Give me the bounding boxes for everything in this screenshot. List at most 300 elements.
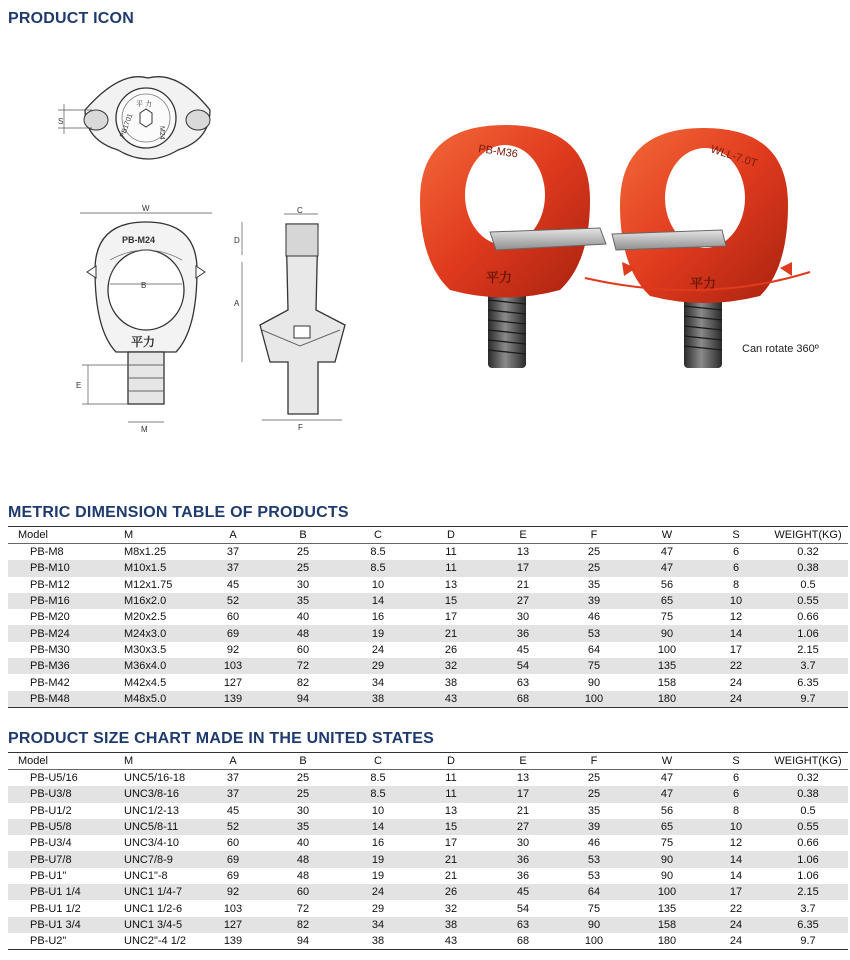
table-cell: 39 [558,819,630,835]
table-cell: 8.5 [342,560,414,576]
table-row [8,560,848,576]
technical-drawings [0,40,850,470]
table-cell: 68 [488,933,558,950]
table-cell: 17 [414,835,488,851]
table-cell: 47 [630,786,704,802]
top-view-drawing [58,77,210,159]
table-cell: 32 [414,900,488,916]
us-header-e: E [488,753,558,770]
table-cell: 3.7 [768,900,848,916]
table-cell: 35 [558,803,630,819]
table-cell: 60 [264,884,342,900]
table-cell: 26 [414,884,488,900]
table-row [8,691,848,708]
model-cell: PB-U2" [8,933,106,950]
table-cell: M20x2.5 [106,609,202,625]
table-cell: 45 [488,884,558,900]
table-cell: 21 [414,625,488,641]
metric-header-s: S [704,527,768,544]
table-cell: 75 [558,900,630,916]
model-cell: PB-M10 [8,560,106,576]
label-f: F [298,423,303,432]
metric-header-row [8,527,848,544]
model-cell: PB-U5/16 [8,770,106,787]
table-cell: 40 [264,835,342,851]
table-cell: 1.06 [768,851,848,867]
table-cell: 17 [488,560,558,576]
metric-header-weight-kg: WEIGHT(KG) [768,527,848,544]
table-cell: 12 [704,609,768,625]
table-cell: 100 [630,884,704,900]
us-header-w: W [630,753,704,770]
table-cell: 8.5 [342,770,414,787]
table-cell: 53 [558,851,630,867]
section-title-us: PRODUCT SIZE CHART MADE IN THE UNITED STATES [8,730,434,747]
table-cell: 19 [342,851,414,867]
table-cell: 48 [264,625,342,641]
table-cell: 6 [704,786,768,802]
table-cell: 0.55 [768,593,848,609]
table-cell: 14 [704,851,768,867]
table-cell: 0.32 [768,544,848,561]
table-row [8,786,848,802]
label-b: B [141,281,147,290]
table-cell: 21 [488,577,558,593]
table-cell: M42x4.5 [106,674,202,690]
table-cell: M12x1.75 [106,577,202,593]
table-cell: 158 [630,917,704,933]
table-cell: 135 [630,900,704,916]
table-cell: 25 [264,560,342,576]
metric-header-m: M [106,527,202,544]
table-row [8,851,848,867]
table-cell: 43 [414,933,488,950]
table-cell: 25 [558,786,630,802]
table-cell: 56 [630,577,704,593]
us-header-c: C [342,753,414,770]
table-cell: M24x3.0 [106,625,202,641]
us-header-s: S [704,753,768,770]
table-cell: 6.35 [768,674,848,690]
table-cell: 25 [264,544,342,561]
table-cell: 75 [630,835,704,851]
table-cell: 69 [202,851,264,867]
table-cell: 139 [202,691,264,708]
model-cell: PB-U1 3/4 [8,917,106,933]
table-cell: 54 [488,658,558,674]
model-cell: PB-U5/8 [8,819,106,835]
table-cell: 19 [342,625,414,641]
table-cell: 24 [704,917,768,933]
table-cell: 65 [630,593,704,609]
table-cell: 37 [202,770,264,787]
table-cell: 24 [704,674,768,690]
model-cell: PB-M8 [8,544,106,561]
table-cell: 25 [558,770,630,787]
table-cell: 45 [488,642,558,658]
label-w: W [142,204,150,213]
model-cell: PB-M24 [8,625,106,641]
metric-header-d: D [414,527,488,544]
table-row [8,933,848,950]
table-cell: 72 [264,900,342,916]
table-cell: 180 [630,933,704,950]
table-cell: 21 [414,851,488,867]
us-header-model: Model [8,753,106,770]
model-cell: PB-M12 [8,577,106,593]
us-header-weight-kg: WEIGHT(KG) [768,753,848,770]
us-header-row [8,753,848,770]
table-cell: 47 [630,544,704,561]
table-cell: 90 [558,674,630,690]
table-cell: 52 [202,593,264,609]
metric-header-e: E [488,527,558,544]
table-cell: 0.5 [768,803,848,819]
table-cell: 103 [202,900,264,916]
table-cell: UNC3/8-16 [106,786,202,802]
table-cell: 9.7 [768,691,848,708]
front-stamp: PB-M24 [122,235,156,245]
table-cell: 36 [488,851,558,867]
table-cell: 35 [264,819,342,835]
table-cell: 8.5 [342,544,414,561]
table-row [8,868,848,884]
table-cell: 25 [264,770,342,787]
metric-header-f: F [558,527,630,544]
table-row [8,819,848,835]
table-cell: M8x1.25 [106,544,202,561]
table-cell: 29 [342,900,414,916]
section-title-metric: METRIC DIMENSION TABLE OF PRODUCTS [8,504,349,521]
table-cell: M36x4.0 [106,658,202,674]
model-cell: PB-U7/8 [8,851,106,867]
table-cell: 2.15 [768,642,848,658]
table-cell: 15 [414,593,488,609]
label-a: A [234,299,240,308]
model-cell: PB-M30 [8,642,106,658]
table-cell: 0.66 [768,609,848,625]
table-cell: 38 [414,917,488,933]
photo-right-logo: 平力 [690,276,717,291]
table-cell: 6.35 [768,917,848,933]
table-cell: 45 [202,577,264,593]
model-cell: PB-M20 [8,609,106,625]
model-cell: PB-U1" [8,868,106,884]
table-cell: 13 [414,803,488,819]
table-cell: 30 [264,577,342,593]
table-cell: 53 [558,625,630,641]
table-cell: 34 [342,917,414,933]
table-cell: 103 [202,658,264,674]
table-cell: M10x1.5 [106,560,202,576]
table-cell: UNC7/8-9 [106,851,202,867]
us-header-b: B [264,753,342,770]
label-s: S [58,117,64,126]
table-cell: 11 [414,770,488,787]
table-cell: 15 [414,819,488,835]
table-cell: 68 [488,691,558,708]
metric-header-a: A [202,527,264,544]
model-cell: PB-M42 [8,674,106,690]
table-cell: 82 [264,674,342,690]
table-cell: 37 [202,560,264,576]
front-logo: 平力 [131,335,156,349]
table-cell: 35 [264,593,342,609]
table-cell: 60 [202,609,264,625]
table-cell: 17 [414,609,488,625]
table-cell: UNC5/16-18 [106,770,202,787]
model-cell: PB-U3/8 [8,786,106,802]
table-cell: 14 [704,625,768,641]
table-cell: 0.38 [768,560,848,576]
table-cell: 30 [488,609,558,625]
table-cell: 0.55 [768,819,848,835]
table-cell: 30 [264,803,342,819]
table-cell: 127 [202,674,264,690]
table-cell: 69 [202,625,264,641]
model-cell: PB-U1 1/4 [8,884,106,900]
table-cell: 94 [264,933,342,950]
table-cell: 60 [264,642,342,658]
model-cell: PB-M16 [8,593,106,609]
model-cell: PB-M36 [8,658,106,674]
model-cell: PB-U1 1/2 [8,900,106,916]
table-cell: 12 [704,835,768,851]
table-cell: UNC1"-8 [106,868,202,884]
table-cell: 139 [202,933,264,950]
table-cell: 43 [414,691,488,708]
table-cell: 1.06 [768,868,848,884]
table-cell: 39 [558,593,630,609]
metric-header-model: Model [8,527,106,544]
table-row [8,625,848,641]
table-cell: 25 [558,560,630,576]
table-cell: 94 [264,691,342,708]
table-row [8,835,848,851]
table-cell: 36 [488,625,558,641]
table-cell: 1.06 [768,625,848,641]
table-cell: 13 [414,577,488,593]
table-cell: 90 [630,868,704,884]
metric-table-body [8,544,848,708]
table-cell: 60 [202,835,264,851]
table-cell: UNC2"-4 1/2 [106,933,202,950]
table-cell: 135 [630,658,704,674]
table-cell: 158 [630,674,704,690]
table-cell: 72 [264,658,342,674]
us-table-body [8,770,848,950]
table-cell: 24 [704,691,768,708]
us-size-chart-table [8,752,848,950]
model-cell: PB-U1/2 [8,803,106,819]
table-cell: 11 [414,786,488,802]
table-cell: 0.5 [768,577,848,593]
table-cell: 46 [558,609,630,625]
table-cell: UNC1/2-13 [106,803,202,819]
table-cell: 82 [264,917,342,933]
us-header-m: M [106,753,202,770]
table-cell: 47 [630,770,704,787]
table-cell: 47 [630,560,704,576]
table-cell: 24 [704,933,768,950]
section-title-product-icon: PRODUCT ICON [8,10,134,27]
table-cell: 26 [414,642,488,658]
table-cell: 17 [704,884,768,900]
table-cell: 56 [630,803,704,819]
table-cell: 13 [488,544,558,561]
table-cell: 21 [414,868,488,884]
table-cell: 36 [488,868,558,884]
table-cell: 63 [488,674,558,690]
table-row [8,544,848,561]
table-cell: 38 [342,933,414,950]
table-cell: 0.38 [768,786,848,802]
top-stamp-3: PB1701 [119,112,135,139]
table-cell: 27 [488,819,558,835]
table-cell: 54 [488,900,558,916]
table-cell: UNC1 1/4-7 [106,884,202,900]
table-cell: 63 [488,917,558,933]
table-cell: 127 [202,917,264,933]
table-cell: 10 [342,803,414,819]
table-cell: 8 [704,577,768,593]
table-cell: 8 [704,803,768,819]
table-cell: 14 [342,819,414,835]
metric-header-b: B [264,527,342,544]
label-m: M [141,425,148,434]
table-cell: 65 [630,819,704,835]
table-cell: 25 [558,544,630,561]
table-cell: 38 [414,674,488,690]
photo-left-stamp: PB-M36 [477,143,519,161]
top-stamp-1: 平 力 [136,101,152,108]
eye-bolt-photo-right [585,128,810,368]
table-cell: 3.7 [768,658,848,674]
table-cell: 34 [342,674,414,690]
table-cell: 8.5 [342,786,414,802]
table-cell: 64 [558,884,630,900]
table-cell: 10 [704,819,768,835]
metric-dimension-table [8,526,848,708]
table-cell: 45 [202,803,264,819]
us-header-d: D [414,753,488,770]
table-cell: 25 [264,786,342,802]
table-cell: 13 [488,770,558,787]
table-cell: 10 [704,593,768,609]
front-view-drawing [76,204,212,434]
table-row [8,593,848,609]
side-view-drawing [234,206,345,432]
table-row [8,900,848,916]
model-cell: PB-U3/4 [8,835,106,851]
table-cell: 10 [342,577,414,593]
label-d: D [234,236,240,245]
table-cell: 6 [704,544,768,561]
table-cell: UNC3/4-10 [106,835,202,851]
eye-bolt-photo-left [420,125,606,368]
table-row [8,884,848,900]
table-cell: 37 [202,544,264,561]
table-cell: 0.66 [768,835,848,851]
table-cell: 75 [630,609,704,625]
us-header-f: F [558,753,630,770]
table-cell: 100 [558,691,630,708]
table-cell: M16x2.0 [106,593,202,609]
table-row [8,577,848,593]
table-cell: 19 [342,868,414,884]
table-cell: 11 [414,560,488,576]
table-cell: 90 [630,851,704,867]
table-cell: 6 [704,560,768,576]
photo-right-stamp: WLL-7.0T [709,143,759,170]
table-cell: 90 [558,917,630,933]
table-cell: 100 [558,933,630,950]
table-cell: M48x5.0 [106,691,202,708]
table-cell: UNC1 1/2-6 [106,900,202,916]
table-row [8,674,848,690]
table-cell: 100 [630,642,704,658]
table-cell: 16 [342,835,414,851]
table-cell: 46 [558,835,630,851]
table-cell: 30 [488,835,558,851]
table-cell: 9.7 [768,933,848,950]
model-cell: PB-M48 [8,691,106,708]
table-cell: 40 [264,609,342,625]
table-cell: 17 [488,786,558,802]
table-cell: 92 [202,884,264,900]
photo-left-logo: 平力 [486,270,513,285]
table-cell: 2.15 [768,884,848,900]
table-cell: 52 [202,819,264,835]
table-cell: 14 [704,868,768,884]
table-cell: 17 [704,642,768,658]
table-cell: 24 [342,884,414,900]
label-e: E [76,381,82,390]
table-cell: 11 [414,544,488,561]
table-cell: 16 [342,609,414,625]
top-stamp-2: M24 [158,126,165,140]
table-cell: 38 [342,691,414,708]
table-cell: 75 [558,658,630,674]
label-c: C [297,206,303,215]
table-cell: 0.32 [768,770,848,787]
rotation-caption: Can rotate 360º [742,343,819,355]
table-row [8,917,848,933]
table-cell: 27 [488,593,558,609]
table-row [8,609,848,625]
table-cell: 53 [558,868,630,884]
table-cell: 37 [202,786,264,802]
table-row [8,642,848,658]
table-cell: 6 [704,770,768,787]
table-cell: 64 [558,642,630,658]
table-cell: 22 [704,658,768,674]
table-cell: M30x3.5 [106,642,202,658]
table-cell: 35 [558,577,630,593]
table-cell: 92 [202,642,264,658]
table-cell: 21 [488,803,558,819]
us-header-a: A [202,753,264,770]
table-cell: UNC1 3/4-5 [106,917,202,933]
table-cell: UNC5/8-11 [106,819,202,835]
table-cell: 90 [630,625,704,641]
table-cell: 22 [704,900,768,916]
table-cell: 24 [342,642,414,658]
table-cell: 69 [202,868,264,884]
table-cell: 48 [264,851,342,867]
metric-header-c: C [342,527,414,544]
metric-header-w: W [630,527,704,544]
